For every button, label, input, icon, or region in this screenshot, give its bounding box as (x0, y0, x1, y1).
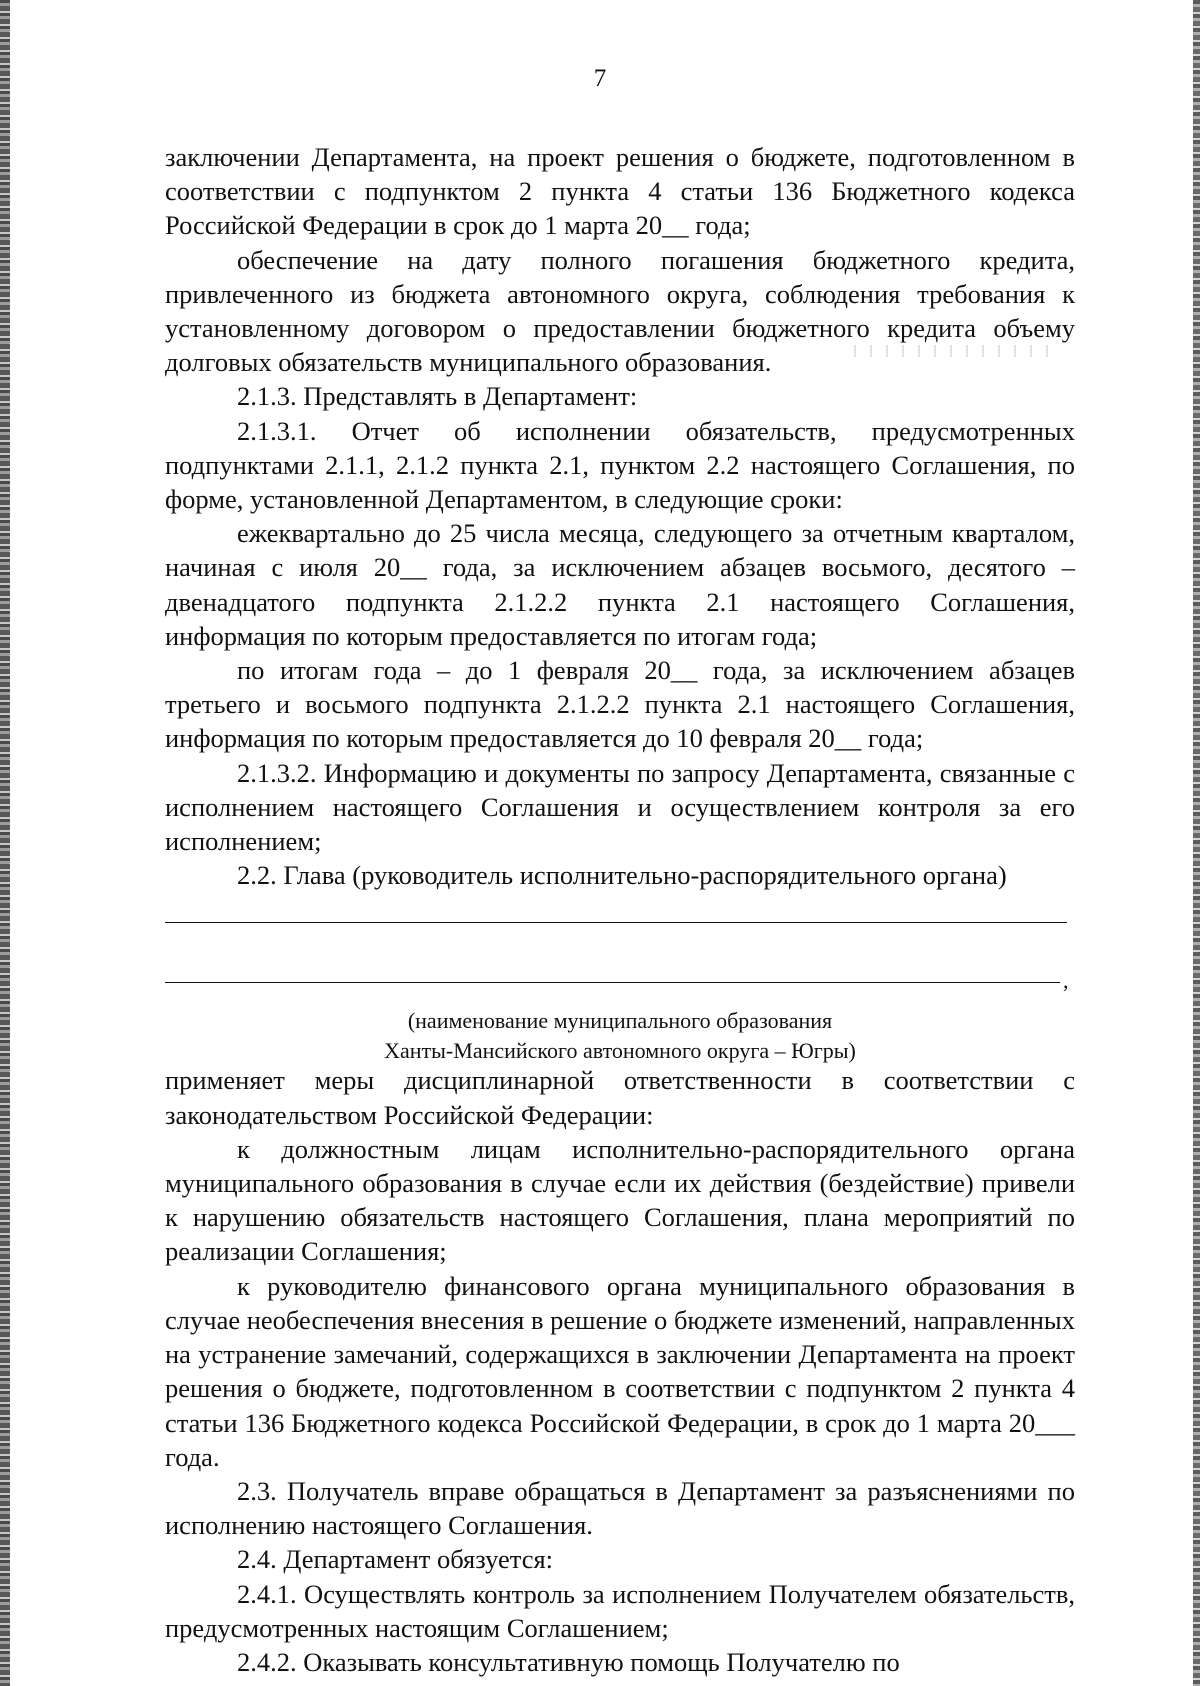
blank-line (165, 922, 1067, 923)
scan-edge-right (1193, 0, 1200, 1686)
paragraph: 2.4.1. Осуществлять контроль за исполнением Получателем обязательств, предусмотренных настоящим Соглашением; (165, 1578, 1075, 1643)
paragraph: к руководителю финансового органа муниципального образования в случае необеспечения внесения в решение о бюджете изменений, направленных на устранение замечаний, содержащихся в заключении Департамента на проект решения о бюджете, подготовленном в соответствии с подпунктом 2 пункта 4 статьи 136 Бюджетного кодекса Российской Федерации, в срок до 1 марта 20___ года. (165, 1270, 1075, 1472)
paragraph: к должностным лицам исполнительно-распорядительного органа муниципального образования в случае если их действия (бездействие) привели к нарушению обязательств настоящего Соглашения, плана мероприятий по реализации Соглашения; (165, 1133, 1075, 1267)
blank-line-comma: , (1063, 968, 1069, 994)
paragraph: 2.1.3.2. Информацию и документы по запросу Департамента, связанные с исполнением настоящего Соглашения и осуществлением контроля за его исполнением; (165, 757, 1075, 857)
paragraph: 2.3. Получатель вправе обращаться в Департамент за разъяснениями по исполнению настоящего Соглашения. (165, 1475, 1075, 1541)
field-caption-line: Ханты-Мансийского автономного округа – Югры) (384, 1038, 856, 1064)
field-caption (165, 1006, 1075, 1066)
paragraph: применяет меры дисциплинарной ответственности в соответствии с законодательством Российской Федерации: (165, 1065, 1075, 1130)
page-number: 7 (593, 65, 607, 92)
paragraph: 2.2. Глава (руководитель исполнительно-распорядительного органа) (237, 860, 1007, 891)
paragraph: 2.1.3. Представлять в Департамент: (237, 381, 638, 412)
scan-edge-left (0, 0, 10, 1686)
paragraph: по итогам года – до 1 февраля 20__ года, за исключением абзацев третьего и восьмого подпункта 2.1.2.2 пункта 2.1 настоящего Соглашения, информация по которым предоставляется до 10 февраля 20__ года; (165, 655, 1075, 754)
paragraph: 2.1.3.1. Отчет об исполнении обязательств, предусмотренных подпунктами 2.1.1, 2.1.2 пункта 2.1, пунктом 2.2 настоящего Соглашения, по форме, установленной Департаментом, в следующие сроки: (165, 415, 1075, 515)
paragraph: обеспечение на дату полного погашения бюджетного кредита, привлеченного из бюджета автономного округа, соблюдения требования к установленному договором о предоставлении бюджетного кредита объему долговых обязательств муниципального образования. (165, 244, 1075, 378)
document-body (165, 140, 1075, 1679)
paragraph: заключении Департамента, на проект решения о бюджете, подготовленном в соответствии с подпунктом 2 пункта 4 статьи 136 Бюджетного кодекса Российской Федерации в срок до 1 марта 20__ года; (165, 142, 1075, 241)
field-caption-line: (наименование муниципального образования (407, 1008, 833, 1034)
paragraph: 2.4.2. Оказывать консультативную помощь Получателю по (237, 1646, 900, 1677)
paragraph: 2.4. Департамент обязуется: (237, 1544, 554, 1575)
paragraph: ежеквартально до 25 числа месяца, следующего за отчетным кварталом, начиная с июля 20__ года, за исключением абзацев восьмого, десятого – двенадцатого подпункта 2.1.2.2 пункта 2.1 настоящего Соглашения, информация по которым предоставляется по итогам года; (165, 518, 1075, 651)
blank-fill-field (165, 892, 1075, 1006)
blank-line (165, 982, 1060, 983)
